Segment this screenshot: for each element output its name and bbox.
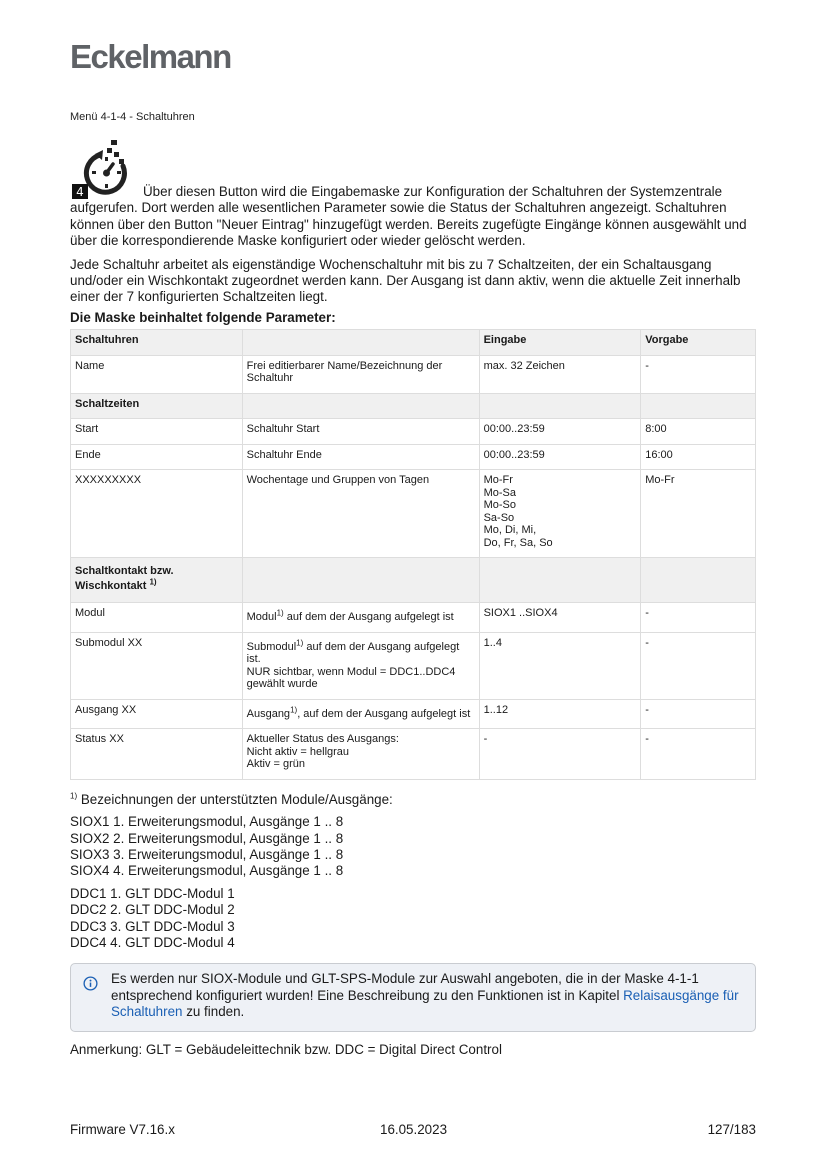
table-cell: Name (71, 355, 243, 393)
table-cell: 8:00 (641, 419, 756, 445)
table-row (71, 603, 756, 633)
footer-firmware: Firmware V7.16.x (70, 1122, 175, 1137)
list-item: SIOX2 2. Erweiterungsmodul, Ausgänge 1 .. 8 (70, 830, 344, 846)
table-cell: Start (71, 419, 243, 445)
table-cell: - (641, 355, 756, 393)
info-icon (83, 976, 98, 991)
list-item: SIOX1 1. Erweiterungsmodul, Ausgänge 1 .. 8 (70, 814, 344, 830)
header-cell (242, 330, 479, 356)
siox-module-list (70, 814, 756, 880)
table-cell: 16:00 (641, 444, 756, 470)
list-item: DDC4 4. GLT DDC-Modul 4 (70, 935, 235, 950)
table-cell: Schaltuhr Start (242, 419, 479, 445)
table-row (71, 355, 756, 393)
footer-page-number: 127/183 (707, 1122, 756, 1137)
table-row (71, 729, 756, 780)
params-heading: Die Maske beinhaltet folgende Parameter: (70, 309, 336, 325)
list-item: DDC3 3. GLT DDC-Modul 3 (70, 918, 235, 934)
list-item: DDC1 1. GLT DDC-Modul 1 (70, 885, 235, 901)
table-cell: Mo-Fr (641, 470, 756, 558)
day-option: Sa-So (483, 511, 515, 524)
table-cell: Ausgang XX (71, 699, 243, 729)
table-cell: max. 32 Zeichen (479, 355, 641, 393)
table-row (71, 699, 756, 729)
list-item: SIOX4 4. Erweiterungsmodul, Ausgänge 1 .. 8 (70, 863, 344, 879)
table-cell: Wochentage und Gruppen von Tagen (242, 470, 479, 558)
table-cell: 1..4 (479, 632, 641, 699)
table-cell: - (641, 699, 756, 729)
parameter-table (70, 329, 756, 780)
header-cell: Schaltuhren (71, 330, 243, 356)
icon-badge-number: 4 (76, 185, 84, 199)
table-cell: - (479, 729, 641, 780)
table-cell: XXXXXXXXX (71, 470, 243, 558)
header-cell: Eingabe (479, 330, 641, 356)
table-row (71, 444, 756, 470)
list-item: SIOX3 3. Erweiterungsmodul, Ausgänge 1 .. 8 (70, 846, 344, 862)
section-label: Schaltkontakt bzw. Wischkontakt $^{1)}$ (71, 558, 243, 603)
table-section-row (71, 558, 756, 603)
table-cell: - (641, 632, 756, 699)
list-item: DDC2 2. GLT DDC-Modul 2 (70, 902, 235, 918)
day-option: Mo-Fr (483, 474, 513, 487)
table-cell: 00:00..23:59 (479, 444, 641, 470)
intro-paragraph-1: Über diesen Button wird die Eingabemaske zur Konfiguration der Schaltuhren der Systemzentrale aufgerufen. Dort werden alle wesentlichen Parameter sowie die Status der Schaltuhren angezeigt. Schaltuhren können über den Button "Neuer Eintrag" hinzugefügt werden. Bereits zugefügte Eingänge können ausgewählt und über die korrespondierende Maske konfiguriert oder wieder gelöscht werden. (70, 184, 747, 249)
main-content (70, 184, 756, 1058)
table-cell: - (641, 603, 756, 633)
table-row (71, 419, 756, 445)
table-cell: Submodul XX (71, 632, 243, 699)
table-cell: Ende (71, 444, 243, 470)
info-note: Es werden nur SIOX-Module und GLT-SPS-Module zur Auswahl angeboten, die in der Maske 4-1-1 entsprechend konfiguriert wurden! Eine Beschreibung zu den Funktionen ist in Kapitel Relaisausgänge für Schaltuhren zu finden. (70, 963, 756, 1031)
intro-paragraph-2: Jede Schaltuhr arbeitet als eigenständige Wochenschaltuhr mit bis zu 7 Schaltzeiten, der ein Schaltausgang und/oder ein Wischkontakt zugeordnet werden kann. Der Ausgang ist dann aktiv, wenn die aktuelle Zeit innerhalb einer der 7 konfigurierten Schaltzeiten liegt. (70, 256, 741, 305)
relaisausgaenge-link[interactable]: Relaisausgänge für Schaltuhren (111, 987, 739, 1020)
table-cell: Ausgang$^{1)}$, auf dem der Ausgang aufgelegt ist (242, 699, 479, 729)
table-cell: SIOX1 ..SIOX4 (479, 603, 641, 633)
day-option: Mo-So (483, 499, 516, 512)
footnote: $^{1)}$ Bezeichnungen der unterstützten Module/Ausgänge: (70, 791, 393, 807)
day-option: Mo, Di, Mi, (483, 524, 537, 537)
table-cell: Modul (71, 603, 243, 633)
day-option: Mo-Sa (483, 486, 516, 499)
table-row (71, 470, 756, 558)
table-cell (479, 470, 641, 558)
menu-label: Menü 4-1-4 - Schaltuhren (70, 111, 195, 123)
table-cell: 1..12 (479, 699, 641, 729)
table-cell: Status XX (71, 729, 243, 780)
table-cell: Schaltuhr Ende (242, 444, 479, 470)
ddc-module-list (70, 886, 756, 952)
table-cell: 00:00..23:59 (479, 419, 641, 445)
day-option: Do, Fr, Sa, So (483, 536, 553, 549)
remark: Anmerkung: GLT = Gebäudeleittechnik bzw. DDC = Digital Direct Control (70, 1041, 502, 1057)
table-header-row (71, 330, 756, 356)
footer-date: 16.05.2023 (380, 1122, 448, 1137)
table-section-row (71, 393, 756, 419)
table-row (71, 632, 756, 699)
section-label: Schaltzeiten (71, 393, 243, 419)
table-cell: Aktueller Status des Ausgangs: Nicht aktiv = hellgrau Aktiv = grün (242, 729, 479, 780)
table-cell: Modul$^{1)}$ auf dem der Ausgang aufgelegt ist (242, 603, 479, 633)
header-cell: Vorgabe (641, 330, 756, 356)
company-logo: Eckelmann (70, 38, 231, 75)
table-cell: - (641, 729, 756, 780)
table-cell: Submodul$^{1)}$ auf dem der Ausgang aufgelegt ist. NUR sichtbar, wenn Modul = DDC1..DDC4 gewählt wurde (242, 632, 479, 699)
table-cell: Frei editierbarer Name/Bezeichnung der Schaltuhr (242, 355, 479, 393)
